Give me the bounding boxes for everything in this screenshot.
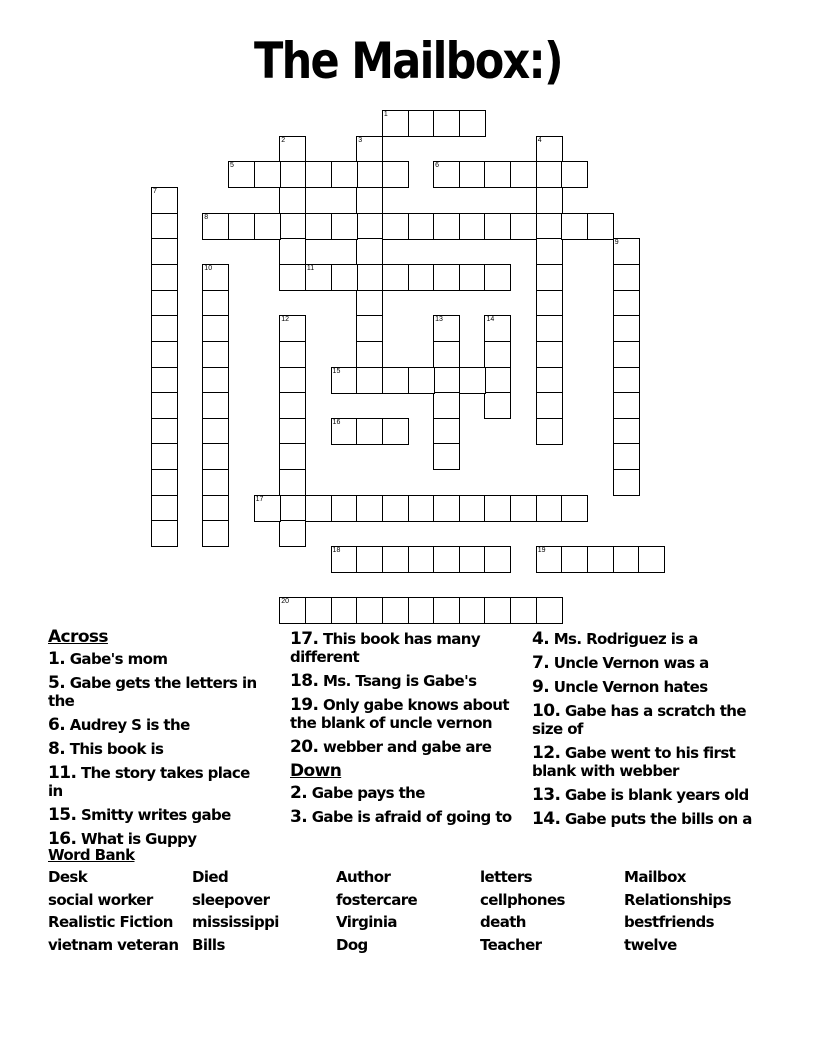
- crossword-cell[interactable]: [433, 367, 460, 394]
- clue-number: 6: [435, 162, 440, 170]
- crossword-cell[interactable]: [536, 546, 563, 573]
- crossword-cell[interactable]: [202, 315, 229, 342]
- crossword-cell[interactable]: [613, 367, 640, 394]
- clue-down-14: 14. Gabe puts the bills on a: [532, 809, 752, 829]
- crossword-cell[interactable]: [536, 136, 563, 163]
- clue-across-8: 8. This book is: [48, 739, 164, 759]
- crossword-cell[interactable]: [305, 161, 332, 188]
- crossword-cell[interactable]: [356, 187, 383, 214]
- crossword-cell[interactable]: [279, 495, 306, 522]
- crossword-cell[interactable]: [433, 443, 460, 470]
- crossword-cell[interactable]: [536, 315, 563, 342]
- clue-number: 7: [153, 187, 157, 195]
- word-bank-item: vietnam veteran: [48, 936, 179, 954]
- crossword-cell[interactable]: [484, 161, 511, 188]
- crossword-cell[interactable]: [433, 315, 460, 342]
- crossword-cell[interactable]: [305, 264, 332, 291]
- down-heading: Down: [290, 761, 342, 781]
- crossword-cell[interactable]: [382, 418, 409, 445]
- crossword-cell[interactable]: [356, 315, 383, 342]
- word-bank-item: Relationships: [624, 891, 731, 909]
- crossword-cell[interactable]: [613, 443, 640, 470]
- crossword-cell[interactable]: [382, 213, 409, 240]
- crossword-cell[interactable]: [510, 213, 537, 240]
- word-bank-item: Dog: [336, 936, 368, 954]
- clue-down-10: 10. Gabe has a scratch the size of: [532, 701, 746, 738]
- word-bank-item: social worker: [48, 891, 153, 909]
- crossword-cell[interactable]: [356, 290, 383, 317]
- crossword-cell[interactable]: [408, 495, 435, 522]
- crossword-cell[interactable]: [356, 367, 383, 394]
- clue-number: 2: [281, 136, 286, 144]
- clue-down-7: 7. Uncle Vernon was a: [532, 653, 709, 673]
- crossword-cell[interactable]: [202, 469, 229, 496]
- crossword-cell[interactable]: [151, 495, 178, 522]
- crossword-cell[interactable]: [331, 213, 358, 240]
- across-heading: Across: [48, 627, 108, 647]
- crossword-cell[interactable]: [228, 213, 255, 240]
- crossword-cell[interactable]: [408, 597, 435, 624]
- crossword-cell[interactable]: [279, 341, 306, 368]
- crossword-cell[interactable]: [484, 213, 511, 240]
- crossword-cell[interactable]: [382, 161, 409, 188]
- crossword-cell[interactable]: [433, 597, 460, 624]
- crossword-cell[interactable]: [279, 213, 306, 240]
- crossword-cell[interactable]: [279, 597, 306, 624]
- crossword-cell[interactable]: [331, 161, 358, 188]
- crossword-cell[interactable]: [459, 495, 486, 522]
- crossword-cell[interactable]: [356, 264, 383, 291]
- crossword-cell[interactable]: [151, 520, 178, 547]
- crossword-cell[interactable]: [254, 213, 281, 240]
- crossword-cell[interactable]: [331, 597, 358, 624]
- word-bank-item: Died: [192, 868, 229, 886]
- crossword-cell[interactable]: [536, 213, 563, 240]
- clue-number: 3: [358, 136, 363, 144]
- clue-number: 17: [255, 495, 264, 503]
- crossword-cell[interactable]: [202, 418, 229, 445]
- crossword-cell[interactable]: [356, 136, 383, 163]
- crossword-cell[interactable]: [151, 213, 178, 240]
- crossword-cell[interactable]: [202, 341, 229, 368]
- crossword-cell[interactable]: [613, 341, 640, 368]
- crossword-cell[interactable]: [331, 418, 358, 445]
- crossword-cell[interactable]: [202, 264, 229, 291]
- crossword-cell[interactable]: [279, 367, 306, 394]
- crossword-cell[interactable]: [305, 495, 332, 522]
- crossword-cell[interactable]: [279, 136, 306, 163]
- crossword-cell[interactable]: [228, 161, 255, 188]
- clue-number: 4: [537, 136, 542, 144]
- crossword-cell[interactable]: [382, 367, 409, 394]
- crossword-cell[interactable]: [151, 187, 178, 214]
- crossword-cell[interactable]: [536, 161, 563, 188]
- clue-number: 14: [486, 316, 495, 324]
- clue-across-17: 17. This book has many different: [290, 629, 481, 666]
- crossword-cell[interactable]: [279, 443, 306, 470]
- crossword-cell[interactable]: [151, 341, 178, 368]
- crossword-cell[interactable]: [484, 392, 511, 419]
- clue-column-3: [532, 630, 772, 834]
- clue-across-15: 15. Smitty writes gabe: [48, 805, 231, 825]
- word-bank-item: Author: [336, 868, 391, 886]
- crossword-cell[interactable]: [356, 597, 383, 624]
- crossword-cell[interactable]: [151, 443, 178, 470]
- clue-down-12: 12. Gabe went to his first blank with webber: [532, 743, 736, 780]
- clue-number: 16: [332, 418, 341, 426]
- crossword-cell[interactable]: [510, 597, 537, 624]
- crossword-cell[interactable]: [279, 520, 306, 547]
- crossword-cell[interactable]: [151, 290, 178, 317]
- word-bank-item: sleepover: [192, 891, 270, 909]
- crossword-cell[interactable]: [356, 418, 383, 445]
- word-bank-item: cellphones: [480, 891, 565, 909]
- crossword-cell[interactable]: [279, 469, 306, 496]
- crossword-cell[interactable]: [408, 546, 435, 573]
- clue-down-3: 3. Gabe is afraid of going to: [290, 807, 512, 827]
- crossword-cell[interactable]: [536, 495, 563, 522]
- clue-across-20: 20. webber and gabe are: [290, 737, 492, 757]
- crossword-cell[interactable]: [561, 495, 588, 522]
- crossword-cell[interactable]: [561, 213, 588, 240]
- clue-number: 12: [281, 316, 290, 324]
- clue-number: 11: [306, 264, 315, 272]
- word-bank-item: letters: [480, 868, 532, 886]
- crossword-cell[interactable]: [433, 341, 460, 368]
- crossword-cell[interactable]: [408, 110, 435, 137]
- crossword-cell[interactable]: [561, 546, 588, 573]
- crossword-cell[interactable]: [459, 110, 486, 137]
- clue-column-1: [48, 628, 268, 854]
- crossword-cell[interactable]: [151, 367, 178, 394]
- crossword-cell[interactable]: [536, 187, 563, 214]
- crossword-cell[interactable]: [356, 213, 383, 240]
- word-bank-item: Desk: [48, 868, 88, 886]
- word-bank-item: twelve: [624, 936, 677, 954]
- word-bank-item: Virginia: [336, 913, 397, 931]
- crossword-cell[interactable]: [202, 392, 229, 419]
- clue-number: 20: [281, 598, 290, 606]
- clue-number: 10: [204, 264, 213, 272]
- crossword-cell[interactable]: [433, 264, 460, 291]
- crossword-cell[interactable]: [202, 495, 229, 522]
- crossword-cell[interactable]: [279, 187, 306, 214]
- crossword-cell[interactable]: [638, 546, 665, 573]
- clue-number: 1: [383, 111, 388, 118]
- word-bank-item: Teacher: [480, 936, 542, 954]
- crossword-cell[interactable]: [254, 161, 281, 188]
- crossword-cell[interactable]: [561, 161, 588, 188]
- crossword-cell[interactable]: [613, 290, 640, 317]
- word-bank-item: death: [480, 913, 526, 931]
- clue-number: 18: [332, 547, 341, 555]
- clue-down-13: 13. Gabe is blank years old: [532, 785, 749, 805]
- crossword-cell[interactable]: [151, 315, 178, 342]
- crossword-cell[interactable]: [151, 264, 178, 291]
- crossword-cell[interactable]: [613, 315, 640, 342]
- crossword-cell[interactable]: [433, 546, 460, 573]
- crossword-cell[interactable]: [356, 546, 383, 573]
- crossword-cell[interactable]: [254, 495, 281, 522]
- clue-across-16: 16. What is Guppy: [48, 829, 197, 849]
- crossword-cell[interactable]: [459, 546, 486, 573]
- crossword-cell[interactable]: [484, 341, 511, 368]
- crossword-cell[interactable]: [536, 238, 563, 265]
- crossword-cell[interactable]: [484, 264, 511, 291]
- crossword-cell[interactable]: [151, 418, 178, 445]
- word-bank-item: Bills: [192, 936, 225, 954]
- crossword-cell[interactable]: [484, 597, 511, 624]
- word-bank-item: bestfriends: [624, 913, 714, 931]
- crossword-cell[interactable]: [433, 392, 460, 419]
- crossword-cell[interactable]: [459, 367, 486, 394]
- crossword-cell[interactable]: [484, 495, 511, 522]
- crossword-cell[interactable]: [536, 264, 563, 291]
- crossword-cell[interactable]: [613, 392, 640, 419]
- crossword-cell[interactable]: [279, 418, 306, 445]
- crossword-cell[interactable]: [459, 264, 486, 291]
- crossword-cell[interactable]: [408, 264, 435, 291]
- crossword-cell[interactable]: [356, 495, 383, 522]
- crossword-cell[interactable]: [356, 341, 383, 368]
- crossword-cell[interactable]: [613, 238, 640, 265]
- crossword-cell[interactable]: [382, 597, 409, 624]
- crossword-cell[interactable]: [279, 315, 306, 342]
- crossword-cell[interactable]: [433, 495, 460, 522]
- crossword-cell[interactable]: [587, 213, 614, 240]
- crossword-cell[interactable]: [433, 418, 460, 445]
- crossword-cell[interactable]: [536, 367, 563, 394]
- clue-number: 9: [614, 239, 619, 247]
- crossword-cell[interactable]: [151, 469, 178, 496]
- crossword-cell[interactable]: [408, 367, 435, 394]
- page-title: The Mailbox:): [254, 32, 562, 90]
- crossword-cell[interactable]: [382, 546, 409, 573]
- crossword-cell[interactable]: [331, 495, 358, 522]
- crossword-cell[interactable]: [202, 443, 229, 470]
- crossword-cell[interactable]: [151, 238, 178, 265]
- clue-across-6: 6. Audrey S is the: [48, 715, 190, 735]
- crossword-cell[interactable]: [279, 392, 306, 419]
- crossword-cell[interactable]: [587, 546, 614, 573]
- crossword-cell[interactable]: [305, 213, 332, 240]
- crossword-cell[interactable]: [510, 495, 537, 522]
- clue-column-2: [290, 630, 515, 832]
- crossword-cell[interactable]: [613, 469, 640, 496]
- clue-number: 19: [537, 547, 546, 555]
- crossword-cell[interactable]: [382, 110, 409, 137]
- crossword-cell[interactable]: [613, 418, 640, 445]
- word-bank-item: fostercare: [336, 891, 418, 909]
- crossword-cell[interactable]: [408, 213, 435, 240]
- clue-across-11: 11. The story takes place in: [48, 763, 250, 800]
- crossword-cell[interactable]: [151, 392, 178, 419]
- crossword-cell[interactable]: [433, 213, 460, 240]
- crossword-cell[interactable]: [202, 213, 229, 240]
- clue-number: 15: [332, 367, 341, 375]
- crossword-cell[interactable]: [331, 264, 358, 291]
- crossword-cell[interactable]: [202, 520, 229, 547]
- clue-down-9: 9. Uncle Vernon hates: [532, 677, 708, 697]
- crossword-cell[interactable]: [536, 597, 563, 624]
- crossword-cell[interactable]: [459, 597, 486, 624]
- crossword-cell[interactable]: [510, 161, 537, 188]
- crossword-cell[interactable]: [382, 495, 409, 522]
- clue-across-1: 1. Gabe's mom: [48, 649, 168, 669]
- clue-down-4: 4. Ms. Rodriguez is a: [532, 629, 698, 649]
- crossword-cell[interactable]: [433, 161, 460, 188]
- clue-number: 5: [229, 162, 234, 170]
- crossword-cell[interactable]: [356, 238, 383, 265]
- crossword-cell[interactable]: [382, 264, 409, 291]
- word-bank-heading: Word Bank: [48, 846, 135, 864]
- crossword-cell[interactable]: [459, 213, 486, 240]
- crossword-cell[interactable]: [305, 597, 332, 624]
- crossword-cell[interactable]: [331, 367, 358, 394]
- clue-across-18: 18. Ms. Tsang is Gabe's: [290, 671, 477, 691]
- word-bank-item: Mailbox: [624, 868, 686, 886]
- crossword-cell[interactable]: [536, 290, 563, 317]
- crossword-cell[interactable]: [536, 341, 563, 368]
- clue-number: 8: [204, 213, 209, 221]
- crossword-cell[interactable]: [279, 238, 306, 265]
- crossword-cell[interactable]: [484, 315, 511, 342]
- clue-down-2: 2. Gabe pays the: [290, 783, 425, 803]
- crossword-cell[interactable]: [279, 264, 306, 291]
- word-bank-item: Realistic Fiction: [48, 913, 173, 931]
- crossword-cell[interactable]: [613, 264, 640, 291]
- crossword-cell[interactable]: [536, 418, 563, 445]
- crossword-cell[interactable]: [484, 546, 511, 573]
- crossword-cell[interactable]: [331, 546, 358, 573]
- clue-across-19: 19. Only gabe knows about the blank of uncle vernon: [290, 695, 509, 732]
- crossword-cell[interactable]: [202, 367, 229, 394]
- crossword-cell[interactable]: [356, 161, 383, 188]
- crossword-cell[interactable]: [459, 161, 486, 188]
- crossword-cell[interactable]: [536, 392, 563, 419]
- word-bank-item: mississippi: [192, 913, 279, 931]
- crossword-cell[interactable]: [433, 110, 460, 137]
- crossword-cell[interactable]: [279, 161, 306, 188]
- clue-across-5: 5. Gabe gets the letters in the: [48, 673, 257, 710]
- crossword-cell[interactable]: [613, 546, 640, 573]
- crossword-cell[interactable]: [484, 367, 511, 394]
- clue-number: 13: [435, 316, 443, 324]
- crossword-cell[interactable]: [202, 290, 229, 317]
